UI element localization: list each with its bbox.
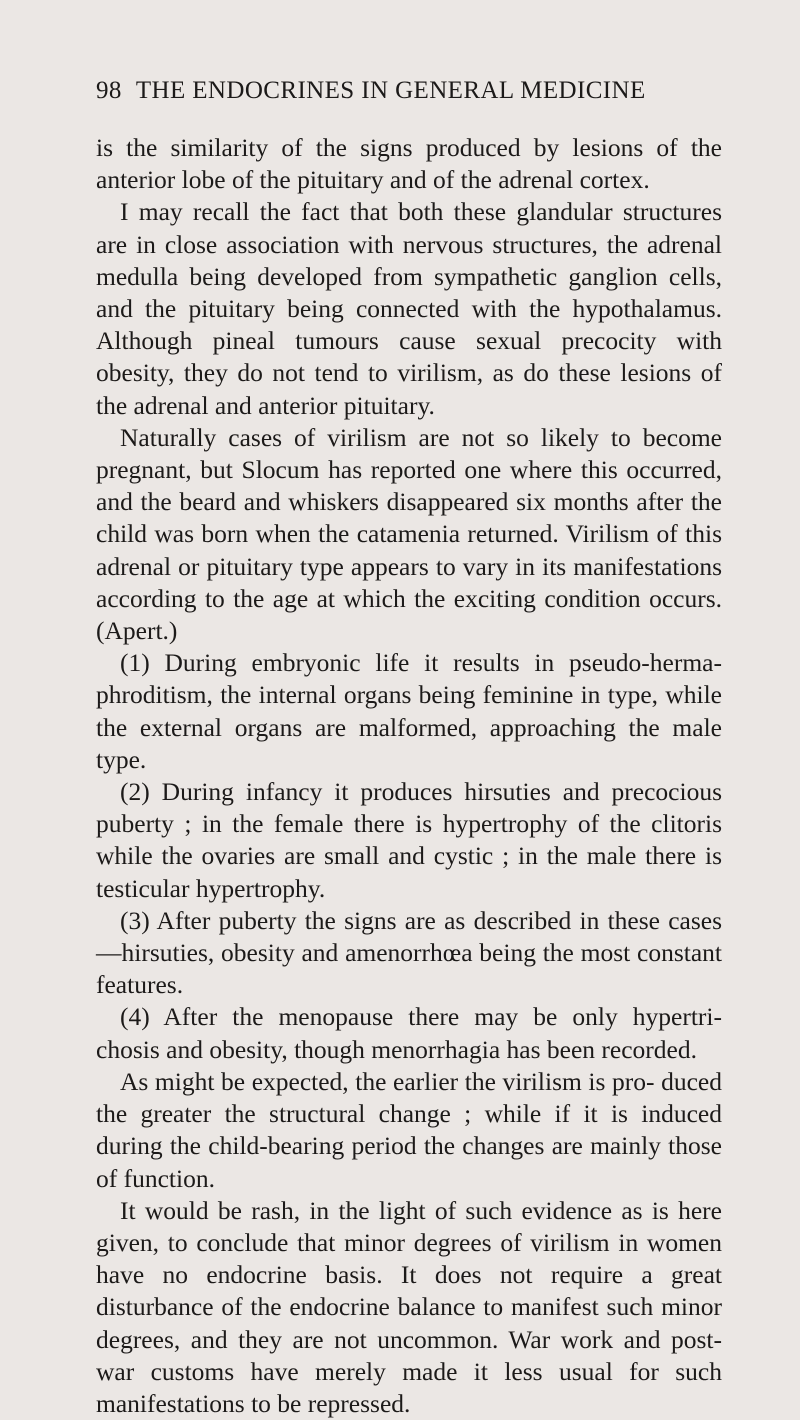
paragraph-pregnancy-virilism: Naturally cases of virilism are not so likely to become pregnant, but Slocum has reported one where this occurred, and the beard and whiskers disappeared six months after the child was born when the catamenia returned. Virilism of this adrenal or pituitary type appears to vary in its manifestations according to the age at which the exciting condition occurs. (Apert.) (96, 422, 722, 646)
body-text (96, 132, 722, 1420)
paragraph-conclusion: It would be rash, in the light of such evidence as is here given, to conclude that minor degrees of virilism in women have no endocrine basis. It does not require a great disturbance of the endocrine balance to manifest such minor degrees, and they are not uncommon. War work and post-war customs have merely made it less usual for such manifestations to be repressed. (96, 1195, 722, 1418)
page-number: 98 (96, 77, 122, 104)
book-page (96, 72, 722, 1420)
paragraph-after-menopause: (4) After the menopause there may be only hypertri- chosis and obesity, though menorrhagia has been recorded. (96, 1002, 722, 1064)
paragraph-infancy: (2) During infancy it produces hirsuties and precocious puberty ; in the female there is hypertrophy of the clitoris while the ovaries are small and cystic ; in the male there is testicular hypertrophy. (96, 777, 722, 903)
running-header (96, 72, 722, 118)
running-title: THE ENDOCRINES IN GENERAL MEDICINE (135, 77, 646, 104)
paragraph-embryonic-life: (1) During embryonic life it results in pseudo-herma- phroditism, the internal organs being feminine in type, while the external organs are malformed, approaching the male type. (96, 648, 722, 774)
paragraph-after-puberty: (3) After puberty the signs are as described in these cases—hirsuties, obesity and amenorrhœa being the most constant features. (96, 905, 722, 1000)
paragraph-continuation: is the similarity of the signs produced by lesions of the anterior lobe of the pituitary and of the adrenal cortex. (96, 133, 722, 195)
paragraph-nervous-association: I may recall the fact that both these glandular structures are in close association with nervous structures, the adrenal medulla being developed from sympathetic ganglion cells, and the pituitary being connected with the hypothalamus. Although pineal tumours cause sexual precocity with obesity, they do not tend to virilism, as do these lesions of the adrenal and anterior pituitary. (96, 197, 722, 420)
paragraph-structural-change: As might be expected, the earlier the virilism is pro- duced the greater the structural change ; while if it is induced during the child-bearing period the changes are mainly those of function. (96, 1066, 722, 1193)
